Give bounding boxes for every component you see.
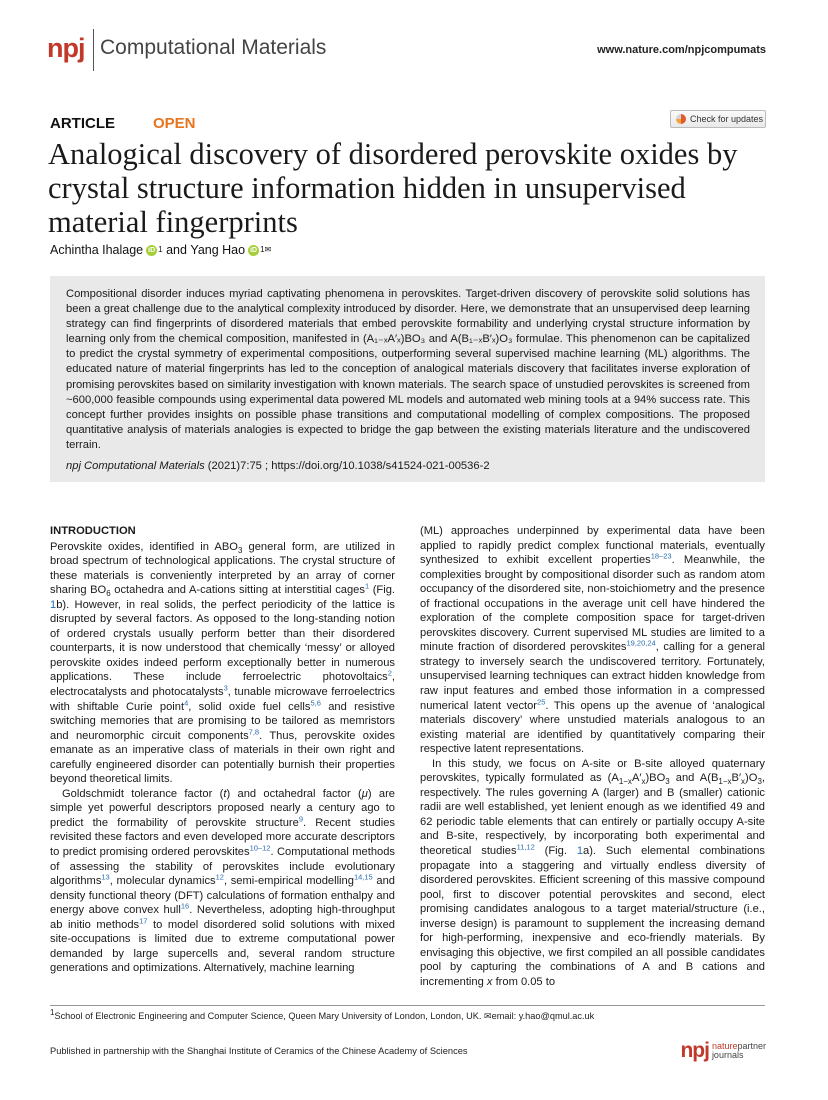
and-text: and: [166, 243, 187, 257]
nature-partner-journals-logo: [680, 1039, 766, 1063]
article-type: ARTICLE: [50, 115, 115, 132]
check-for-updates-button[interactable]: [670, 110, 766, 128]
paragraph: (ML) approaches underpinned by experimental data have been applied to rapidly predict complex functional materials, eventually synthesized to exhibit excellent properties$^{18-23}$. Meanwhile, the complexities brought by compositional disorder such as random atom occupancy of the disordered site, non-stoichiometry and the presence of fractional occupations in the average unit cell have hindered the exploration of the complete composition space for target-driven perovskites discovery. Current supervised ML studies are limited to a minute fraction of disordered perovskites$^{19,20,24}$, calling for a general strategy to inversely search the undiscovered territory. Fortunately, unsupervised learning techniques can extract hidden knowledge from raw input features and embed those information in a compressed numerical latent vector$^{25}$. This opens up the avenue of ‘analogical materials discovery’ where unstudied materials analogous to an existing material are identified by quantitatively comparing their respective latent representations.: [420, 525, 766, 756]
body-column-right: [420, 524, 765, 990]
author-name[interactable]: Achintha Ihalage: [50, 243, 144, 257]
abstract: Compositional disorder induces myriad captivating phenomena in perovskites. Target-driven discovery of perovskite solid solutions has been a great challenge due to the analytical complexity introduced by disorder. Here, we demonstrate that an unsupervised deep learning strategy can find fingerprints of disordered materials that embed perovskite formability and underlying crystal structure information by learning only from the chemical composition, manifested in (A₁₋ₓA′ₓ)BO₃ and A(B₁₋ₓB′ₓ)O₃ formulae. This phenomenon can be capitalized to predict the crystal symmetry of experimental compositions, outperforming several supervised machine learning (ML) algorithms. The educated nature of material fingerprints has led to the conception of analogical materials discovery that facilitates inverse exploration of promising perovskites based on similarity investigation with known materials. The search space of unstudied perovskites is screened from ~600,000 feasible compounds using experimental data powered ML models and automated web mining tools at a 94% success rate. This concept further provides insights on possible phase transitions and computational modelling of complex compositions. The proposed quantitative analysis of materials analogies is expected to bridge the gap between the existing materials literature and the undiscovered terrain.: [66, 288, 750, 451]
article-title: Analogical discovery of disordered perovskite oxides by crystal structure information hidden in unsupervised material fingerprints: [48, 137, 738, 239]
footnote-divider: [50, 1005, 765, 1006]
paragraph: Goldschmidt tolerance factor (t) and octahedral factor (μ) are simple yet powerful descriptors proposed nearly a century ago to predict the formability of perovskite structure$^9$. Recent studies revisited these factors and even developed more accurate descriptors to predict promising ordered perovskites$^{10-12}$. Computational methods of assessing the stability of perovskites include evolutionary algorithms$^{13}$, molecular dynamics$^{12}$, semi-empirical modelling$^{14,15}$ and density functional theory (DFT) calculations of formation enthalpy and energy above convex hull$^{16}$. Nevertheless, adopting high-throughput ab initio methods$^{17}$ to model disordered solid solutions with mixed site-occupations is limited due to extreme computational power demanded by large supercells and, several random structure generations and optimizations. Alternatively, machine learning: [50, 787, 396, 975]
partner-journals-text: naturepartner journals: [711, 1041, 766, 1060]
affiliation-footnote: 1School of Electronic Engineering and Computer Science, Queen Mary University of London, London, UK. ✉email: y.hao@qmul.ac.uk: [50, 1007, 595, 1021]
check-for-updates-label: Check for updates: [690, 114, 764, 124]
journal-name: Computational Materials: [100, 36, 327, 59]
author-list: Achintha Ihalage iD 1 and Yang Hao iD 1✉: [50, 243, 272, 257]
orcid-icon[interactable]: iD: [148, 246, 156, 254]
publisher-note: Published in partnership with the Shanghai Institute of Ceramics of the Chinese Academy of Sciences: [50, 1046, 468, 1056]
body-column-left: [50, 524, 395, 976]
orcid-icon[interactable]: iD: [250, 246, 258, 254]
formula-a-site: (A₁₋ₓA′ₓ)BO₃: [362, 333, 426, 346]
paragraph: In this study, we focus on A-site or B-site alloyed quaternary perovskites, typically formulated as $(A_{1-x}A'_x)BO_3$ and $A(B_{1-x}B'_x)O_3$, respectively. The rules governing A (larger) and B (smaller) cationic radii are well established, yet lenient enough as we identified 49 and 62 periodic table elements that can entirely or partially occupy A-site and B-site, respectively, by incorporating both experimental and theoretical studies$^{11,12}$ (Fig. 1a). Such elemental combinations propagate into a staggering and virtually endless diversity of disordered perovskites. Efficient screening of this massive compound pool, first to discover potential perovskites and second, elect promising candidates analogous to a target material/structure (i.e., inverse design) is paramount to supplement the increasing demand for high-performing, inexpensive and eco-friendly materials. By envisaging this objective, we first compiled an all possible candidates pool by capturing the combinations of A and B cations and incrementing x from 0.05 to: [420, 757, 765, 988]
author-name[interactable]: Yang Hao: [190, 243, 246, 257]
logo-divider: [93, 29, 94, 71]
paragraph: Perovskite oxides, identified in $ABO_3$ general form, are utilized in broad spectrum of technological applications. The crystal structure of these materials is conveniently interpreted by an array of corner sharing $BO_6$ octahedra and A-cations sitting at interstitial cages$^1$ (Fig. 1b). However, in real solids, the perfect periodicity of the lattice is disrupted by several factors. As opposed to the long-standing notion of ordered crystals usually perform better than their disordered counterparts, it is now understood that chemically ‘messy’ or alloyed perovskite oxides indeed perform exceptionally better in numerous applications. These include ferroelectric photovoltaics$^2$, electrocatalysts and photocatalysts$^3$, tunable microwave ferroelectrics with shiftable Curie point$^4$, solid oxide fuel cells$^{5,6}$ and resistive switching memories that are promising to be tailored as memristors and neuromorphic circuit components$^{7,8}$. Thus, perovskite oxides emanate as an imperative class of materials in their own right and carefully engineered disorder can potentially burnish their properties beyond theoretical limits.: [50, 540, 396, 786]
npj-mark: npj: [680, 1039, 709, 1062]
citation-line[interactable]: npj Computational Materials (2021)7:75 ; https://doi.org/10.1038/s41524-021-00536-2: [66, 460, 490, 472]
formula-b-site: A(B₁₋ₓB′ₓ)O₃: [450, 333, 513, 346]
crossmark-icon: [676, 114, 686, 124]
open-access-label: OPEN: [153, 115, 196, 132]
section-heading: INTRODUCTION: [50, 525, 136, 537]
journal-url[interactable]: www.nature.com/npjcompumats: [597, 44, 766, 56]
npj-logo: npj: [47, 33, 85, 63]
